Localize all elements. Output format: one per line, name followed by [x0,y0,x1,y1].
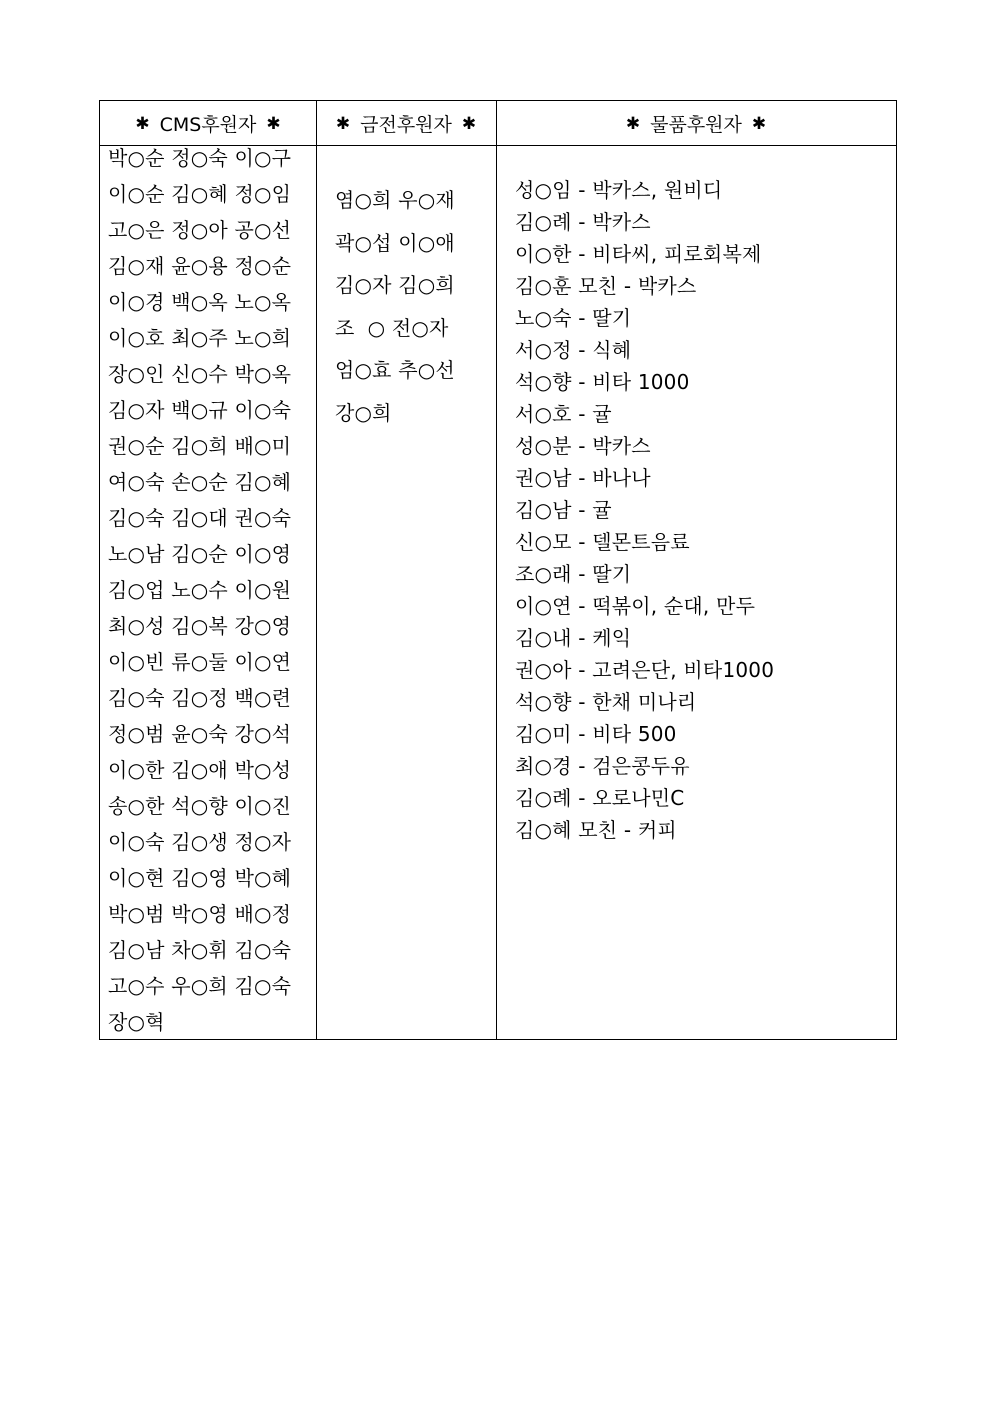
list-item: 강○희 [335,400,392,425]
list-item: 서○호 - 귤 [515,402,612,426]
column-divider [316,101,317,1039]
list-item: 석○향 - 비타 1000 [515,370,690,394]
list-item: 조○래 - 딸기 [515,562,632,586]
list-item: 김○혜 모친 - 커피 [515,818,677,842]
column-divider [496,101,497,1039]
list-item: 김○업 노○수 이○원 [108,578,292,602]
list-item: 이○빈 류○둘 이○연 [108,650,292,674]
list-item: 김○례 - 오로나민C [515,786,685,810]
cash-donor-header [316,101,496,145]
list-item: 김○숙 김○대 권○숙 [108,506,292,530]
list-item: 김○숙 김○정 백○련 [108,686,292,710]
list-item: 고○은 정○아 공○선 [108,218,292,242]
asterisk-icon: ✱ [461,114,477,134]
asterisk-icon: ✱ [751,114,767,134]
goods-donor-list [515,179,890,851]
asterisk-icon: ✱ [135,114,150,134]
list-item: 이○현 김○영 박○혜 [108,866,292,890]
list-item: 엄○효 추○선 [335,358,455,383]
list-item: 장○인 신○수 박○옥 [108,362,292,386]
list-item: 김○자 김○희 [335,273,455,298]
list-item: 권○남 - 바나나 [515,466,651,490]
list-item: 여○숙 손○순 김○혜 [108,470,292,494]
list-item: 김○례 - 박카스 [515,210,651,234]
cash-donor-list [335,189,495,445]
list-item: 정○범 윤○숙 강○석 [108,722,292,746]
asterisk-icon: ✱ [335,114,351,134]
list-item: 김○미 - 비타 500 [515,722,677,746]
list-item: 김○남 차○휘 김○숙 [108,938,292,962]
list-item: 신○모 - 델몬트음료 [515,530,690,554]
list-item: 권○아 - 고려은단, 비타1000 [515,658,775,682]
list-item: 최○경 - 검은콩두유 [515,754,690,778]
list-item: 김○남 - 귤 [515,498,612,522]
list-item: 이○연 - 떡볶이, 순대, 만두 [515,594,756,618]
list-item: 이○숙 김○생 정○자 [108,830,292,854]
list-item: 이○한 김○애 박○성 [108,758,292,782]
list-item: 노○남 김○순 이○영 [108,542,292,566]
goods-donor-header [496,101,896,145]
cms-donor-list [108,147,313,1047]
list-item: 곽○섭 이○애 [335,230,455,255]
list-item: 권○순 김○희 배○미 [108,434,292,458]
list-item: 노○숙 - 딸기 [515,306,632,330]
list-item: 이○한 - 비타씨, 피로회복제 [515,242,762,266]
list-item: 염○희 우○재 [335,188,455,212]
donor-table [99,100,897,1040]
list-item: 김○내 - 케익 [515,626,632,650]
list-item: 김○자 백○규 이○숙 [108,398,292,422]
cms-donor-header [100,101,316,145]
list-item: 송○한 석○향 이○진 [108,794,292,818]
list-item: 장○혁 [108,1010,165,1034]
list-item: 성○분 - 박카스 [515,434,651,458]
list-item: 조 ○ 전○자 [335,315,449,340]
list-item: 이○경 백○옥 노○옥 [108,290,292,314]
cash-donor-header-label: 금전후원자 [360,113,452,136]
list-item: 성○임 - 박카스, 원비디 [515,178,723,202]
list-item: 박○순 정○숙 이○구 [108,146,292,170]
list-item: 고○수 우○희 김○숙 [108,974,292,998]
list-item: 최○성 김○복 강○영 [108,614,292,638]
list-item: 이○호 최○주 노○희 [108,326,292,350]
list-item: 이○순 김○혜 정○임 [108,182,292,206]
list-item: 석○향 - 한채 미나리 [515,690,697,714]
asterisk-icon: ✱ [266,114,281,134]
asterisk-icon: ✱ [625,114,641,134]
goods-donor-header-label: 물품후원자 [650,113,742,136]
list-item: 박○범 박○영 배○정 [108,902,292,926]
cms-donor-header-label: CMS후원자 [159,113,257,136]
list-item: 김○훈 모친 - 박카스 [515,274,697,298]
list-item: 김○재 윤○용 정○순 [108,254,292,278]
list-item: 서○정 - 식혜 [515,338,632,362]
